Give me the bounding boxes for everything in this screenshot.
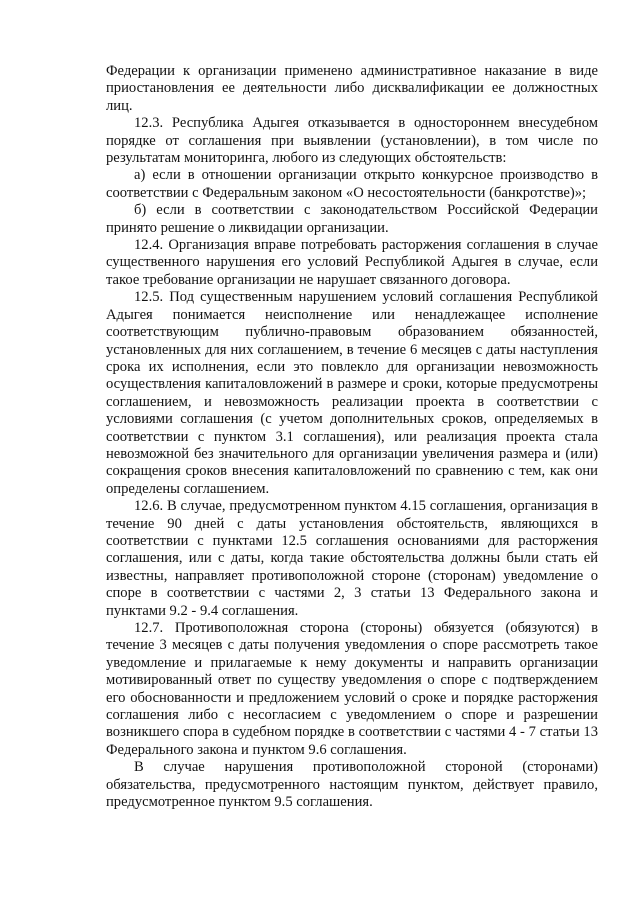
paragraph-continuation: Федерации к организации применено административное наказание в виде приостановления ее деятельности либо дисквалификации ее должностных лиц. bbox=[106, 63, 598, 114]
paragraph-12-3-a: а) если в отношении организации открыто конкурсное производство в соответствии с Федеральным законом «О несостоятельности (банкротстве)»; bbox=[106, 167, 598, 201]
paragraph-12-7: 12.7. Противоположная сторона (стороны) обязуется (обязуются) в течение 3 месяцев с даты получения уведомления о споре рассмотреть такое уведомление и прилагаемые к нему документы и направить организации мотивированный ответ по существу уведомления о споре с подтверждением его обоснованности и предложением условий о сроке и порядке расторжения соглашения либо с несогласием с уведомлением о споре и разрешении возникшего спора в судебном порядке в соответствии с частями 4 - 7 статьи 13 Федерального закона и пунктом 9.6 соглашения. bbox=[106, 620, 598, 758]
paragraph-violation-rule: В случае нарушения противоположной стороной (сторонами) обязательства, предусмотренного настоящим пунктом, действует правило, предусмотренное пунктом 9.5 соглашения. bbox=[106, 759, 598, 811]
paragraph-12-3: 12.3. Республика Адыгея отказывается в одностороннем внесудебном порядке от соглашения при выявлении (установлении), в том числе по результатам мониторинга, любого из следующих обстоятельств: bbox=[106, 115, 598, 167]
paragraph-12-4: 12.4. Организация вправе потребовать расторжения соглашения в случае существенного нарушения его условий Республикой Адыгея в случае, если такое требование организации не нарушает связанного договора. bbox=[106, 237, 598, 288]
paragraph-12-6: 12.6. В случае, предусмотренном пунктом 4.15 соглашения, организация в течение 90 дней с даты установления обстоятельств, являющихся в соответствии с пунктами 12.5 соглашения основаниями для расторжения соглашения, или с даты, когда такие обстоятельства должны были стать ей известны, направляет противоположной стороне (сторонам) уведомление о споре в соответствии с частями 2, 3 статьи 13 Федерального закона и пунктами 9.2 - 9.4 соглашения. bbox=[106, 498, 598, 619]
paragraph-12-3-b: б) если в соответствии с законодательством Российской Федерации принято решение о ликвидации организации. bbox=[106, 202, 598, 236]
paragraph-12-5: 12.5. Под существенным нарушением условий соглашения Республикой Адыгея понимается неисполнение или ненадлежащее исполнение соответствующим публично-правовым образованием обязанностей, установленных для них соглашением, в течение 6 месяцев с даты наступления срока их исполнения, если это повлекло для организации невозможность осуществления капиталовложений в размере и сроки, которые предусмотрены соглашением, и невозможность реализации проекта в соответствии с условиями соглашения (с учетом дополнительных сроков, определяемых в соответствии с пунктом 3.1 соглашения), или реализация проекта стала невозможной без значительного для организации увеличения размера и (или) сокращения сроков внесения капиталовложений по сравнению с тем, как они определены соглашением. bbox=[106, 289, 598, 497]
